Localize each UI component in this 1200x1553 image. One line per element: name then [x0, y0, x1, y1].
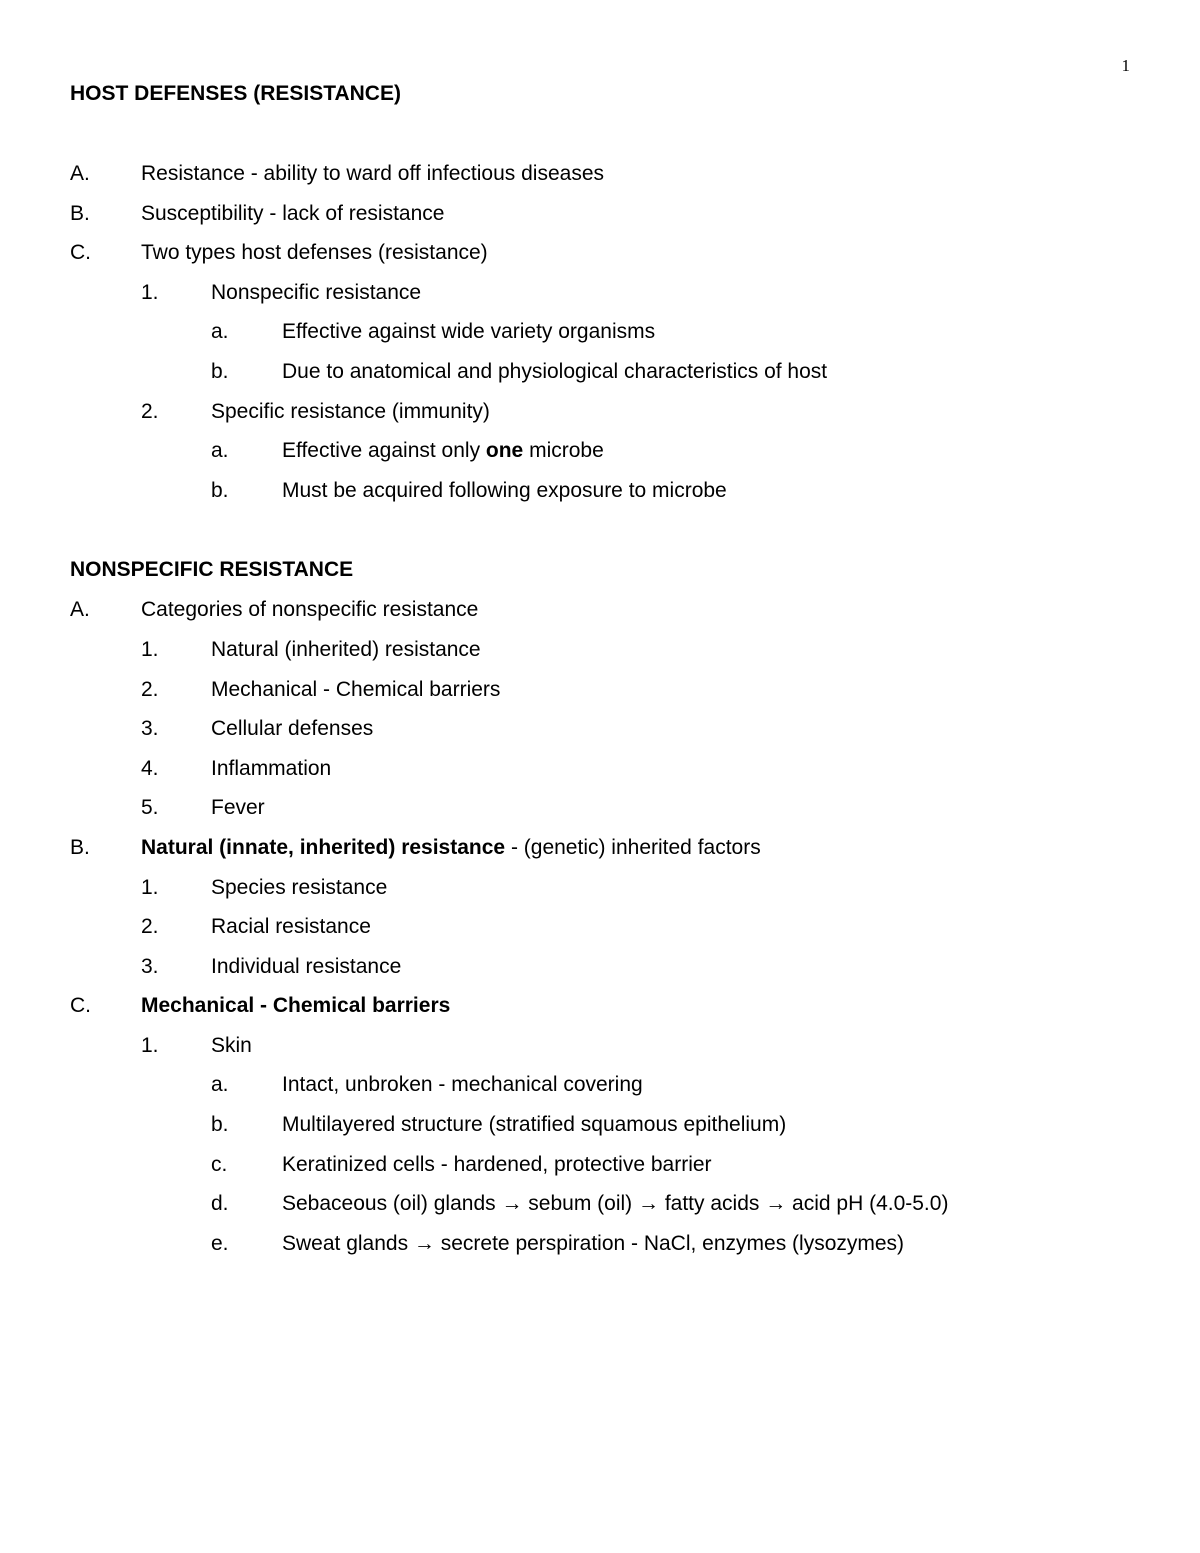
document-body [70, 74, 1150, 1263]
outline-label: A. [70, 162, 90, 185]
outline-text [141, 194, 444, 234]
text-run: Multilayered structure (stratified squamous epithelium) [282, 1113, 787, 1137]
outline-item [70, 947, 1150, 987]
text-run: Must be acquired following exposure to microbe [282, 478, 727, 502]
outline-text [211, 868, 387, 908]
outline-label: a. [211, 320, 229, 344]
outline-item [70, 312, 1150, 352]
outline-item [70, 828, 1150, 868]
outline-item [70, 670, 1150, 710]
text-run: Skin [211, 1033, 252, 1057]
outline-item [70, 986, 1150, 1026]
outline-label: 3. [141, 717, 159, 741]
text-run: Individual resistance [211, 954, 402, 978]
outline-text [211, 709, 373, 749]
outline-label: A. [70, 598, 90, 622]
outline-text [282, 1184, 948, 1224]
outline-item [70, 788, 1150, 828]
page-number: 1 [1121, 56, 1130, 75]
text-run: Keratinized cells - hardened, protective barrier [282, 1152, 712, 1176]
bold-text: one [485, 439, 524, 463]
text-run: Inflammation [211, 756, 332, 780]
bold-text: Natural (innate, inherited) resistance [141, 835, 506, 859]
text-run: microbe [523, 439, 604, 463]
outline-text [282, 1065, 643, 1105]
outline-label: 1. [141, 1033, 159, 1057]
section-heading: NONSPECIFIC RESISTANCE [70, 558, 354, 582]
outline-text [141, 986, 450, 1026]
text-run: Sebaceous (oil) glands → sebum (oil) → fatty acids → acid pH (4.0-5.0) [282, 1192, 949, 1216]
outline-text [141, 828, 761, 868]
outline-label: 1. [141, 637, 159, 661]
text-run: Resistance - ability to ward off infectious diseases [141, 162, 605, 185]
outline-item [70, 194, 1150, 234]
outline-text [211, 947, 401, 987]
outline-item [70, 709, 1150, 749]
outline-text [282, 352, 827, 392]
outline-label: B. [70, 835, 90, 859]
bold-text: Mechanical - Chemical barriers [141, 994, 451, 1018]
outline-item [70, 154, 1150, 194]
blank-line [70, 510, 1150, 550]
outline-label: b. [211, 478, 229, 502]
outline-text [211, 788, 265, 828]
outline-label: e. [211, 1231, 229, 1255]
outline-item [70, 1145, 1150, 1185]
outline-text [282, 471, 727, 511]
outline-item [70, 233, 1150, 273]
outline-text [282, 1145, 712, 1185]
outline-item [70, 630, 1150, 670]
outline-item [70, 907, 1150, 947]
text-run: Species resistance [211, 875, 388, 899]
outline-text [211, 670, 500, 710]
text-run: Susceptibility - lack of resistance [141, 201, 445, 225]
outline-item [70, 749, 1150, 789]
outline-label: c. [211, 1152, 228, 1176]
outline-text [141, 154, 604, 194]
outline-label: 1. [141, 280, 159, 304]
outline-label: 2. [141, 677, 159, 701]
section-heading: HOST DEFENSES (RESISTANCE) [70, 82, 401, 105]
outline-label: 1. [141, 875, 159, 899]
blank-line [70, 114, 1150, 154]
outline-label: b. [211, 359, 229, 383]
outline-item [70, 431, 1150, 471]
text-run: Effective against only [282, 439, 486, 463]
outline-item [70, 1184, 1150, 1224]
text-run: Two types host defenses (resistance) [141, 241, 488, 265]
outline-item [70, 1105, 1150, 1145]
text-run: Sweat glands → secrete perspiration - NaCl, enzymes (lysozymes) [282, 1231, 905, 1255]
outline-item [70, 1065, 1150, 1105]
text-run: Mechanical - Chemical barriers [211, 677, 501, 701]
outline-label: a. [211, 1073, 229, 1097]
text-run: Cellular defenses [211, 717, 374, 741]
outline-text [211, 273, 421, 313]
text-run: Racial resistance [211, 915, 371, 939]
outline-text [211, 749, 331, 789]
outline-label: C. [70, 241, 91, 265]
outline-text [211, 630, 481, 670]
text-run: Nonspecific resistance [211, 280, 422, 304]
outline-label: 4. [141, 756, 159, 780]
outline-text [141, 233, 488, 273]
text-run: Natural (inherited) resistance [211, 637, 481, 661]
text-run: Intact, unbroken - mechanical covering [282, 1073, 643, 1097]
outline-text [282, 312, 655, 352]
outline-item [70, 352, 1150, 392]
text-run: Categories of nonspecific resistance [141, 598, 479, 622]
outline-label: b. [211, 1113, 229, 1137]
outline-item [70, 273, 1150, 313]
outline-item [70, 1026, 1150, 1066]
outline-text [282, 1224, 904, 1264]
outline-item [70, 1224, 1150, 1264]
outline-item [70, 471, 1150, 511]
outline-label: C. [70, 994, 91, 1018]
outline-label: 3. [141, 954, 159, 978]
outline-label: d. [211, 1192, 229, 1216]
text-run: Specific resistance (immunity) [211, 399, 490, 423]
text-run: Fever [211, 796, 265, 820]
outline-label: 2. [141, 399, 159, 423]
outline-text [141, 590, 478, 630]
outline-label: 2. [141, 915, 159, 939]
outline-text [282, 1105, 786, 1145]
outline-label: a. [211, 439, 229, 463]
outline-text [282, 431, 604, 471]
outline-label: 5. [141, 796, 159, 820]
text-run: Effective against wide variety organisms [282, 320, 656, 344]
outline-label: B. [70, 201, 90, 225]
text-run: - (genetic) inherited factors [505, 835, 761, 859]
text-run: Due to anatomical and physiological characteristics of host [282, 359, 828, 383]
outline-text [211, 392, 490, 432]
outline-item [70, 868, 1150, 908]
outline-text [211, 1026, 252, 1066]
outline-item [70, 590, 1150, 630]
outline-item [70, 392, 1150, 432]
outline-text [211, 907, 371, 947]
